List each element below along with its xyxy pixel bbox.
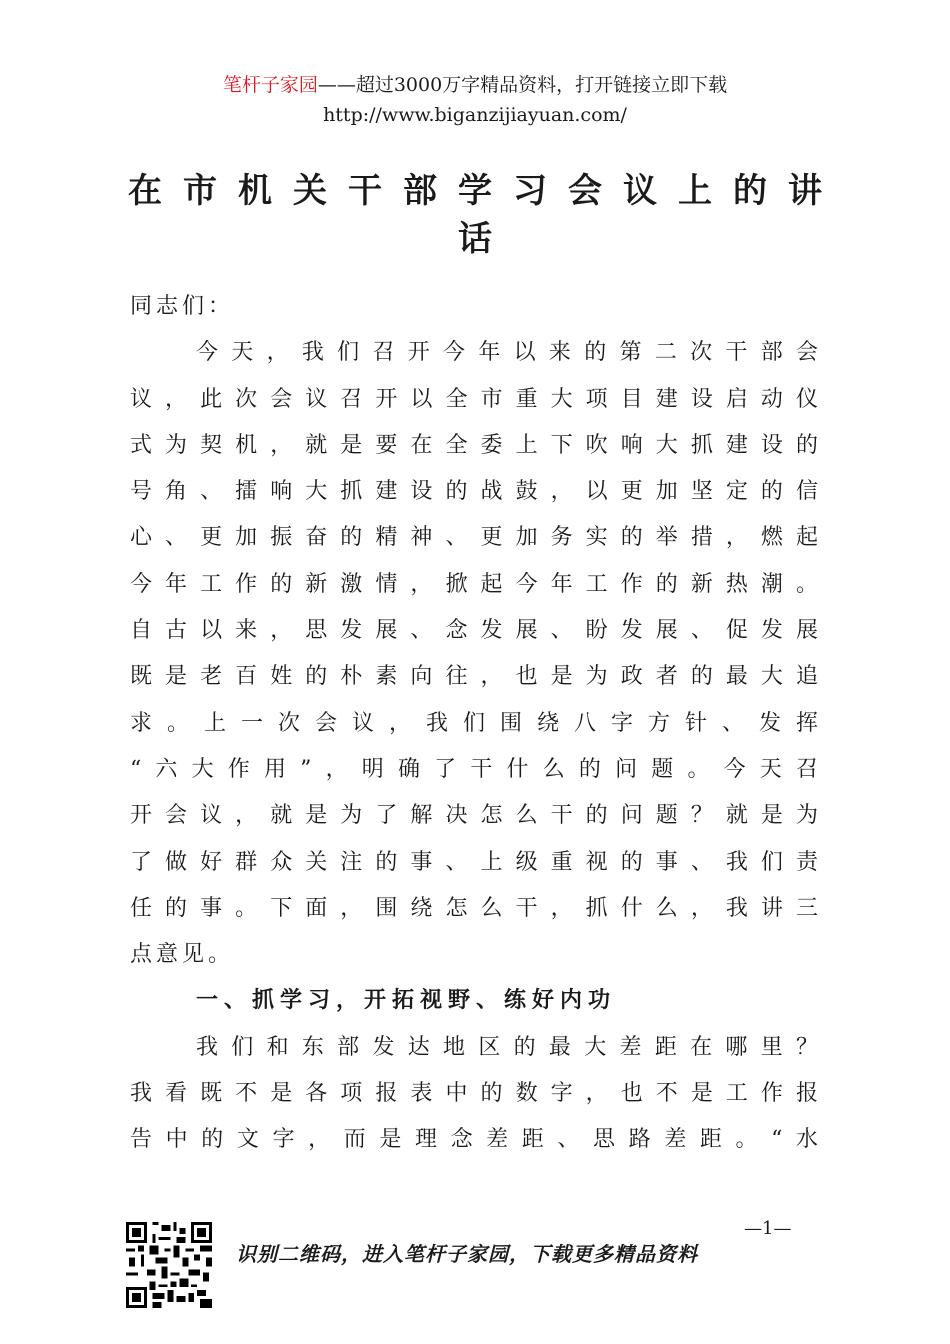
document-title-continued: 话 (458, 219, 492, 259)
header-url[interactable]: http://www.biganzijiayuan.com/ (323, 104, 627, 126)
salutation: 同志们： (130, 294, 235, 319)
document-title: 在市机关干部学习会议上的讲 (128, 171, 822, 211)
paragraph-line: 求。上一次会议，我们围绕八字方针、发挥 (130, 710, 822, 736)
paragraph-line: 议，此次会议召开以全市重大项目建设启动仪 (130, 386, 822, 412)
page-header (0, 70, 950, 130)
header-line (0, 70, 950, 100)
paragraph-line: 心、更加振奋的精神、更加务实的举措，燃起 (130, 525, 822, 551)
paragraph-line: 式为契机，就是要在全委上下吹响大抓建设的 (130, 432, 822, 458)
paragraph-line: 告中的文字，而是理念差距、思路差距。“水 (130, 1127, 822, 1153)
qr-code-icon[interactable] (126, 1222, 212, 1308)
paragraph-line: 任的事。下面，围绕怎么干，抓什么，我讲三 (130, 895, 822, 921)
paragraph-line: 自古以来，思发展、念发展、盼发展、促发展 (130, 618, 822, 644)
document-body (130, 284, 822, 1164)
footer-cta: 识别二维码，进入笔杆子家园，下载更多精品资料 (236, 1242, 698, 1266)
paragraph-line: 我们和东部发达地区的最大差距在哪里？ (196, 1034, 822, 1060)
paragraph-line: 开会议，就是为了解决怎么干的问题？就是为 (130, 803, 822, 829)
section-heading: 一、抓学习，开拓视野、练好内功 (196, 988, 617, 1014)
paragraph-line: 号角、擂响大抓建设的战鼓，以更加坚定的信 (130, 479, 822, 505)
paragraph-line: 点意见。 (130, 942, 235, 968)
header-tagline: ——超过3000万字精品资料，打开链接立即下载 (317, 74, 728, 96)
paragraph-line: 今天，我们召开今年以来的第二次干部会 (196, 340, 822, 366)
paragraph-line: 了做好群众关注的事、上级重视的事、我们责 (130, 849, 822, 875)
paragraph-line: 今年工作的新激情，掀起今年工作的新热潮。 (130, 571, 822, 597)
paragraph-line: 既是老百姓的朴素向往，也是为政者的最大追 (130, 664, 822, 690)
paragraph-line: “六大作用”，明确了干什么的问题。今天召 (130, 756, 822, 782)
brand-name[interactable]: 笔杆子家园 (222, 74, 318, 96)
page-number: —1— (744, 1218, 792, 1239)
paragraph-line: 我看既不是各项报表中的数字，也不是工作报 (130, 1081, 822, 1107)
